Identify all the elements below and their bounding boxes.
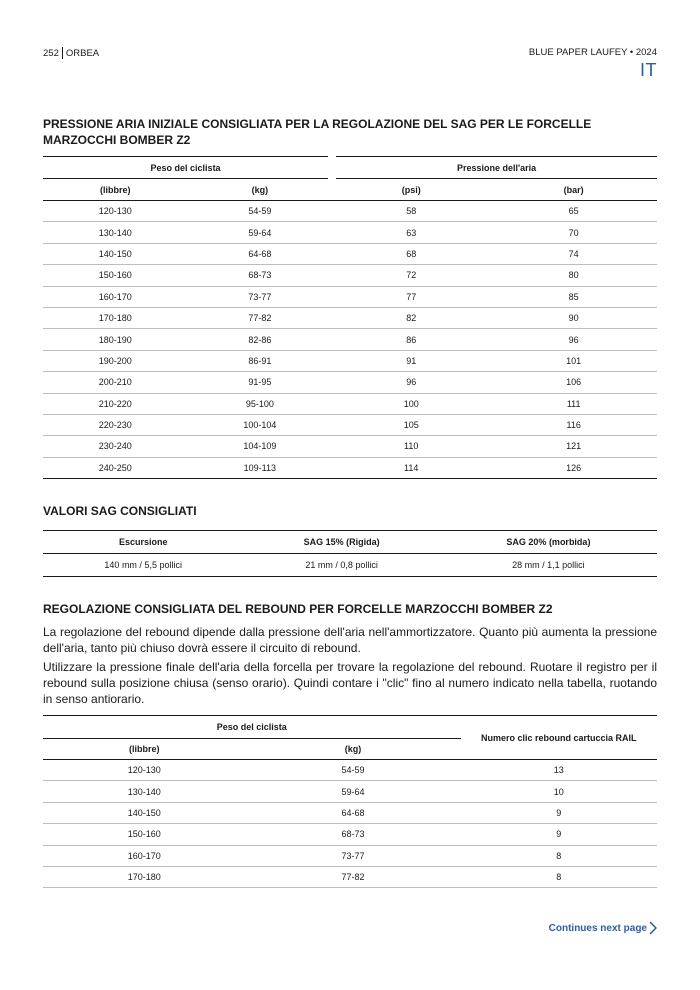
table-cell: 96 — [490, 329, 657, 350]
table-cell: 101 — [490, 350, 657, 371]
table-row — [43, 436, 657, 457]
table-cell: 200-210 — [43, 372, 188, 393]
table-cell: 13 — [461, 760, 658, 781]
page-number: 252 — [43, 47, 59, 59]
table-cell: 105 — [332, 414, 490, 435]
table-cell: 64-68 — [246, 802, 461, 823]
table-cell: 120-130 — [43, 760, 246, 781]
table-cell: 10 — [461, 781, 658, 802]
table-cell: 65 — [490, 201, 657, 222]
table-row — [43, 802, 657, 823]
table-cell: 73-77 — [246, 845, 461, 866]
table-cell: 140 mm / 5,5 pollici — [43, 554, 243, 577]
table-cell: 58 — [332, 201, 490, 222]
table-cell: 180-190 — [43, 329, 188, 350]
table-row — [43, 286, 657, 307]
table-cell: 110 — [332, 436, 490, 457]
table-cell: 120-130 — [43, 201, 188, 222]
column-header: (bar) — [490, 179, 657, 201]
table-cell: 230-240 — [43, 436, 188, 457]
table-cell: 72 — [332, 265, 490, 286]
table-row — [43, 350, 657, 371]
column-header: (psi) — [332, 179, 490, 201]
document-title: BLUE PAPER LAUFEY • 2024 — [528, 47, 657, 58]
sag-values-table — [43, 530, 657, 577]
column-header: SAG 20% (morbida) — [440, 531, 657, 554]
table-row — [43, 201, 657, 222]
table-cell: 140-150 — [43, 802, 246, 823]
table-row — [43, 760, 657, 781]
table-cell: 82-86 — [188, 329, 333, 350]
table-cell: 68-73 — [188, 265, 333, 286]
table-cell: 90 — [490, 307, 657, 328]
table-cell: 140-150 — [43, 243, 188, 264]
table-cell: 86 — [332, 329, 490, 350]
table-cell: 68-73 — [246, 824, 461, 845]
group-header-rider-weight: Peso del ciclista — [43, 716, 461, 739]
table-cell: 96 — [332, 372, 490, 393]
table-row — [43, 824, 657, 845]
table-cell: 114 — [332, 457, 490, 478]
table-cell: 59-64 — [246, 781, 461, 802]
paragraph-rebound-instructions: Utilizzare la pressione finale dell'aria della forcella per trovare la regolazione del rebound. Ruotare il registro per il rebound sulla posizione chiusa (senso orario). Quindi contare i "clic" fino al numero indicato nella tabella, ruotando in senso antiorario. — [43, 660, 657, 706]
table-row — [43, 222, 657, 243]
table-cell: 9 — [461, 802, 658, 823]
column-header: (kg) — [246, 739, 461, 760]
table-cell: 126 — [490, 457, 657, 478]
table-cell: 116 — [490, 414, 657, 435]
table-cell: 91 — [332, 350, 490, 371]
table-row — [43, 265, 657, 286]
section-title-sag-values: VALORI SAG CONSIGLIATI — [43, 504, 197, 518]
table-cell: 150-160 — [43, 265, 188, 286]
table-cell: 130-140 — [43, 222, 188, 243]
paragraph-rebound-intro: La regolazione del rebound dipende dalla pressione dell'aria nell'ammortizzatore. Quanto più aumenta la pressione dell'aria, tanto più chiuso dovrà essere il circuito di rebound. — [43, 625, 657, 655]
group-header-rider-weight: Peso del ciclista — [43, 157, 332, 179]
column-header: (libbre) — [43, 179, 188, 201]
column-header: (libbre) — [43, 739, 246, 760]
table-cell: 95-100 — [188, 393, 333, 414]
table-row — [43, 393, 657, 414]
table-cell: 85 — [490, 286, 657, 307]
table-cell: 150-160 — [43, 824, 246, 845]
table-cell: 106 — [490, 372, 657, 393]
table-row — [43, 414, 657, 435]
table-cell: 111 — [490, 393, 657, 414]
header-divider — [62, 47, 63, 59]
table-cell: 210-220 — [43, 393, 188, 414]
table-cell: 91-95 — [188, 372, 333, 393]
table-row — [43, 554, 657, 577]
table-cell: 63 — [332, 222, 490, 243]
air-pressure-table — [43, 156, 657, 479]
table-cell: 8 — [461, 845, 658, 866]
brand-name: ORBEA — [65, 47, 100, 59]
table-row — [43, 781, 657, 802]
table-cell: 77 — [332, 286, 490, 307]
table-cell: 74 — [490, 243, 657, 264]
chevron-right-icon — [649, 921, 657, 935]
header-left — [43, 47, 99, 59]
table-cell: 170-180 — [43, 307, 188, 328]
table-cell: 240-250 — [43, 457, 188, 478]
section-title-rebound: REGOLAZIONE CONSIGLIATA DEL REBOUND PER FORCELLE MARZOCCHI BOMBER Z2 — [43, 602, 553, 616]
table-cell: 82 — [332, 307, 490, 328]
column-header: (kg) — [188, 179, 333, 201]
table-cell: 100 — [332, 393, 490, 414]
table-cell: 77-82 — [188, 307, 333, 328]
table-cell: 130-140 — [43, 781, 246, 802]
table-cell: 190-200 — [43, 350, 188, 371]
table-cell: 160-170 — [43, 845, 246, 866]
table-cell: 160-170 — [43, 286, 188, 307]
table-row — [43, 866, 657, 887]
table-cell: 70 — [490, 222, 657, 243]
language-code: IT — [640, 60, 657, 80]
table-cell: 8 — [461, 866, 658, 887]
table-row — [43, 845, 657, 866]
table-cell: 54-59 — [188, 201, 333, 222]
table-cell: 9 — [461, 824, 658, 845]
column-header: SAG 15% (Rigida) — [243, 531, 439, 554]
table-cell: 54-59 — [246, 760, 461, 781]
table-cell: 73-77 — [188, 286, 333, 307]
table-cell: 80 — [490, 265, 657, 286]
table-row — [43, 307, 657, 328]
continues-next-page-link[interactable] — [549, 921, 657, 935]
table-cell: 121 — [490, 436, 657, 457]
section-title-air-pressure: PRESSIONE ARIA INIZIALE CONSIGLIATA PER LA REGOLAZIONE DEL SAG PER LE FORCELLE MARZOCCHI BOMBER Z2 — [43, 117, 592, 147]
table-row — [43, 372, 657, 393]
table-cell: 100-104 — [188, 414, 333, 435]
table-cell: 86-91 — [188, 350, 333, 371]
table-row — [43, 329, 657, 350]
continues-label: Continues next page — [548, 922, 647, 934]
column-header: Escursione — [43, 531, 243, 554]
table-cell: 220-230 — [43, 414, 188, 435]
table-cell: 28 mm / 1,1 pollici — [440, 554, 657, 577]
table-cell: 170-180 — [43, 866, 246, 887]
table-cell: 64-68 — [188, 243, 333, 264]
group-header-air-pressure: Pressione dell'aria — [456, 162, 537, 173]
column-header-rebound-clicks: Numero clic rebound cartuccia RAIL — [461, 716, 658, 760]
table-cell: 77-82 — [246, 866, 461, 887]
table-cell: 109-113 — [188, 457, 333, 478]
rebound-table — [43, 715, 657, 888]
table-cell: 104-109 — [188, 436, 333, 457]
page-header — [43, 47, 657, 61]
table-cell: 68 — [332, 243, 490, 264]
table-cell: 21 mm / 0,8 pollici — [243, 554, 439, 577]
table-row — [43, 457, 657, 478]
table-row — [43, 243, 657, 264]
table-cell: 59-64 — [188, 222, 333, 243]
